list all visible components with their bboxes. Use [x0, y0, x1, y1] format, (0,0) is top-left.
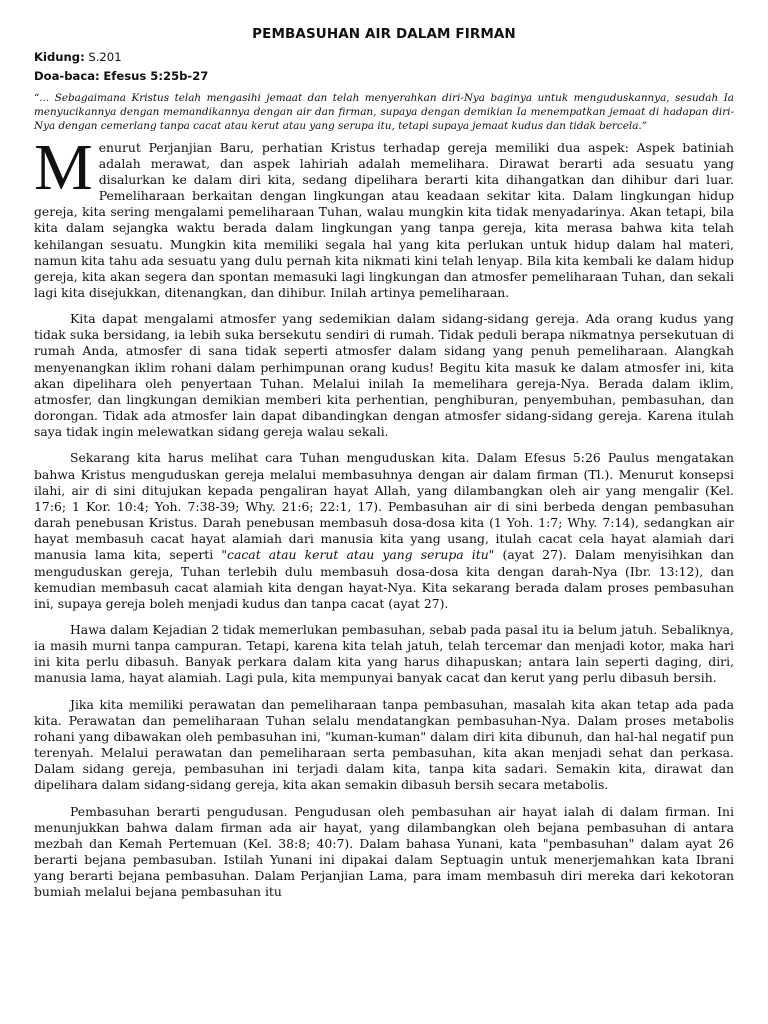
paragraph-3 — [34, 450, 734, 612]
paragraph-1 — [34, 130, 734, 302]
doa-baca-value: Efesus 5:25b-27 — [103, 69, 209, 83]
paragraph-3-italic-quote: "cacat atau kerut atau yang serupa itu" — [221, 547, 495, 563]
paragraph-4: Hawa dalam Kejadian 2 tidak memerlukan pembasuhan, sebab pada pasal itu ia belum jatuh. Sebaliknya, ia masih murni tanpa campuran. Tetapi, karena kita telah jatuh, telah tercemar dan menjadi kotor, maka hari ini kita perlu dibasuh. Banyak perkara dalam kita yang harus dihapuskan; antara lain seperti daging, diri, manusia lama, hayat alamiah. Lagi pula, kita mempunyai banyak cacat dan kerut yang perlu dibasuh bersih. — [34, 621, 734, 686]
paragraph-3-text-b: (ayat 27). Dalam menyisihkan dan menguduskan gereja, Tuhan terlebih dulu membasuh dosa-dosa kita dengan darah-Nya (Ibr. 13:12), dan kemudian membasuh cacat alamiah kita dengan hayat-Nya. Kita sekarang berada dalam proses pembasuhan ini, supaya gereja boleh menjadi kudus dan tanpa cacat (ayat 27). — [34, 547, 734, 611]
paragraph-6: Pembasuhan berarti pengudusan. Pengudusan oleh pembasuhan air hayat ialah di dalam firman. Ini menunjukkan bahwa dalam firman ada air hayat, yang dilambangkan oleh bejana pembasuhan di antara mezbah dan Kemah Pertemuan (Kel. 38:8; 40:7). Dalam bahasa Yunani, kata "pembasuhan" dalam ayat 26 berarti bejana pembasuban. Istilah Yunani ini dipakai dalam Septuagin untuk menerjemahkan kata Ibrani yang berarti bejana pembasuhan. Dalam Perjanjian Lama, para imam membasuh diri mereka dari kekotoran bumiah melalui bejana pembasuhan itu — [34, 803, 734, 900]
kidung-label: Kidung: — [34, 50, 85, 64]
kidung-value: S.201 — [88, 50, 122, 64]
paragraph-2: Kita dapat mengalami atmosfer yang sedemikian dalam sidang-sidang gereja. Ada orang kudus yang tidak suka bersidang, ia lebih suka bersekutu sendiri di rumah. Tidak peduli berapa nikmatnya persekutuan di rumah Anda, atmosfer di sana tidak seperti atmosfer dalam sidang yang penuh pemeliharaan. Alangkah menyenangkan iklim rohani dalam perhimpunan orang kudus! Begitu kita masuk ke dalam atmosfer ini, kita akan dipelihara oleh penyertaan Tuhan. Melalui inilah Ia memelihara gereja-Nya. Berada dalam iklim, atmosfer, dan lingkungan demikian memberi kita perhentian, penghiburan, penyembuhan, pembasuhan, dan dorongan. Tidak ada atmosfer lain dapat dibandingkan dengan atmosfer sidang-sidang gereja. Karena itulah saya tidak ingin melewatkan sidang gereja walau sekali. — [34, 311, 734, 440]
paragraph-5: Jika kita memiliki perawatan dan pemeliharaan tanpa pembasuhan, masalah kita akan tetap ada pada kita. Perawatan dan pemeliharaan Tuhan selalu mendatangkan pembasuhan-Nya. Dalam proses metabolis rohani yang dibawakan oleh pembasuhan ini, "kuman-kuman" dalam diri kita dibunuh, dan hal-hal negatif pun terenyah. Melalui perawatan dan pemeliharaan serta pembasuhan, kita akan menjadi sehat dan perkasa. Dalam sidang gereja, pembasuhan ini terjadi dalam kita, tanpa kita sadari. Semakin kita, dirawat dan dipelihara dalam sidang-sidang gereja, kita akan semakin dibasuh bersih secara metabolis. — [34, 696, 734, 793]
paragraph-1-text: enurut Perjanjian Baru, perhatian Kristus terhadap gereja memiliki dua aspek: Aspek batiniah adalah merawat, dan aspek lahiriah adalah memelihara. Dirawat berarti ada sesuatu yang disalurkan ke dalam diri kita, sedang dipelihara berarti kita dihangatkan dan dihibur dari luar. Pemeliharaan berkaitan dengan lingkungan atau keadaan sekitar kita. Dalam lingkungan hidup gereja, kita sering mengalami pemeliharaan Tuhan, walau mungkin kita tidak menyadarinya. Akan tetapi, bila kita dalam sejangka waktu berada dalam lingkungan yang tanpa gereja, kita merasa bahwa kita telah kehilangan sesuatu. Mungkin kita memiliki segala hal yang kita perlukan untuk hidup dalam hal materi, namun kita tahu ada sesuatu yang dulu pernah kita nikmati kini telah lenyap. Bila kita kembali ke dalam hidup gereja, kita akan segera dan spontan memasuki lagi lingkungan dan atmosfer pemeliharaan Tuhan, dan sekali lagi kita disejukkan, ditenangkan, dan dihibur. Inilah artinya pemeliharaan. — [34, 139, 734, 301]
document-page — [34, 26, 734, 910]
page-title: PEMBASUHAN AIR DALAM FIRMAN — [252, 26, 516, 42]
doa-baca-label: Doa-baca: — [34, 69, 100, 83]
scripture-quote: “... Sebagaimana Kristus telah mengasihi jemaat dan telah menyerahkan diri-Nya baginya untuk menguduskannya, sesudah Ia menyucikannya dengan memandikannya dengan air dan firman, supaya dengan demikian Ia menempatkan jemaat di hadapan diri-Nya dengan cemerlang tanpa cacat atau kerut atau yang serupa itu, tetapi supaya jemaat kudus dan tidak bercela.” — [34, 92, 734, 133]
doa-baca-line — [34, 69, 734, 83]
drop-cap-letter: M — [34, 130, 93, 204]
kidung-line — [34, 50, 734, 64]
paragraph-3-text-a: Sekarang kita harus melihat cara Tuhan menguduskan kita. Dalam Efesus 5:26 Paulus mengatakan bahwa Kristus menguduskan gereja melalui membasuhnya dengan air dalam firman (Tl.). Menurut konsepsi ilahi, air di sini ditujukan kepada pengaliran hayat Allah, yang dilambangkan oleh air yang mengalir (Kel. 17:6; 1 Kor. 10:4; Yoh. 7:38-39; Why. 21:6; 22:1, 17). Pembasuhan air di sini berbeda dengan pembasuhan darah penebusan Kristus. Darah penebusan membasuh dosa-dosa kita (1 Yoh. 1:7; Why. 7:14), sedangkan air hayat membasuh cacat hayat alamiah dari manusia kita yang usang, itulah cacat cela hayat alamiah dari manusia lama kita, seperti — [34, 450, 734, 563]
